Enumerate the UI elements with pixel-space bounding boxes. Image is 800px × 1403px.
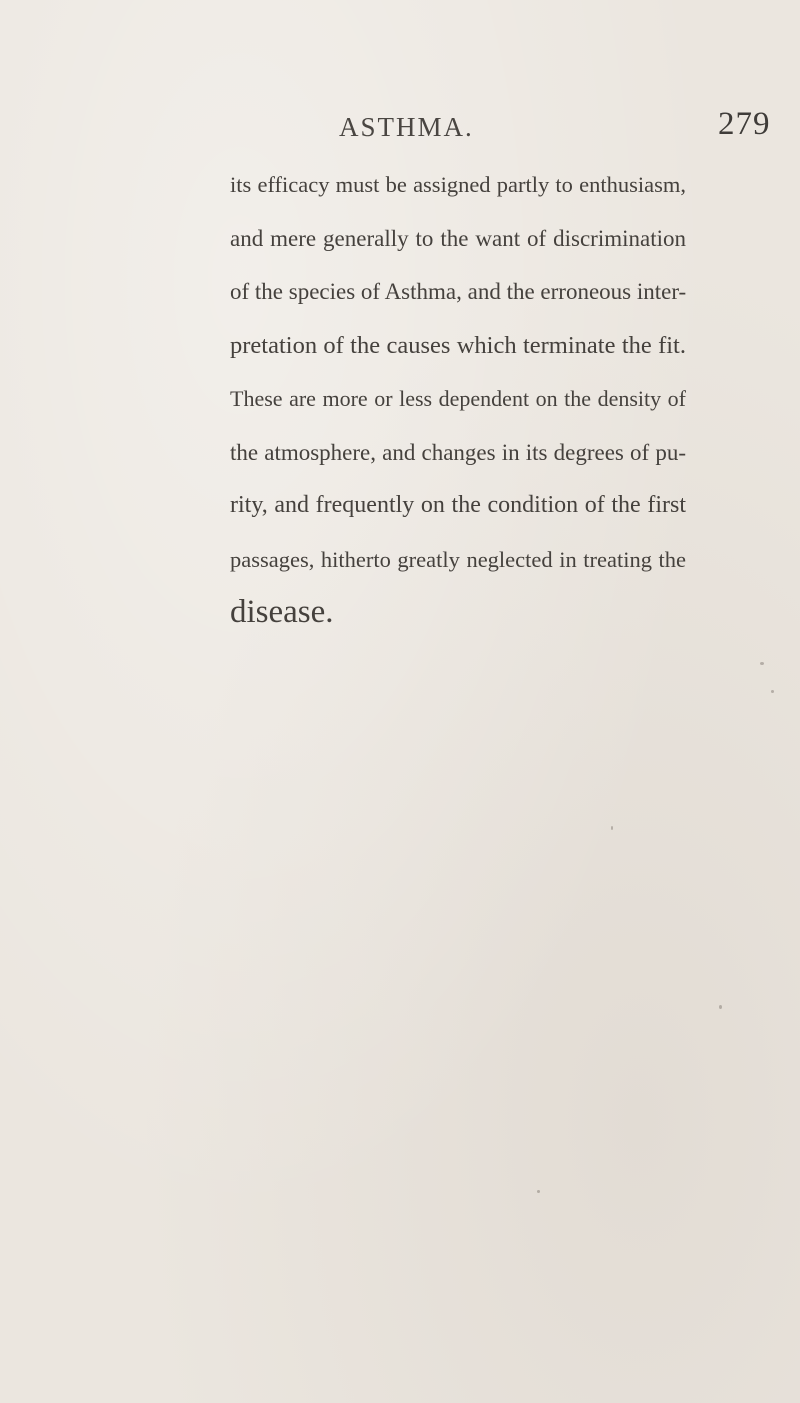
paper-speck (771, 690, 774, 693)
text-line: pretation of the causes which terminate the fit. (230, 331, 686, 359)
paper-speck (760, 662, 764, 665)
paper-speck (611, 826, 613, 830)
text-line: These are more or less dependent on the density of (230, 386, 686, 411)
body-paragraph (230, 158, 686, 640)
page-number: 279 (718, 106, 771, 142)
text-line: of the species of Asthma, and the erroneous inter- (230, 279, 687, 304)
paper-speck (537, 1190, 540, 1193)
running-head (0, 104, 800, 154)
text-line: its efficacy must be assigned partly to enthusiasm, (230, 172, 686, 197)
text-line: the atmosphere, and changes in its degrees of pu- (230, 439, 686, 465)
text-line: passages, hitherto greatly neglected in treating the (230, 546, 686, 572)
text-line: disease. (230, 594, 334, 630)
text-line: and mere generally to the want of discrimination (230, 225, 686, 251)
paper-speck (719, 1005, 722, 1009)
running-head-title: ASTHMA. (339, 112, 474, 142)
text-line: rity, and frequently on the condition of the first (230, 492, 686, 518)
